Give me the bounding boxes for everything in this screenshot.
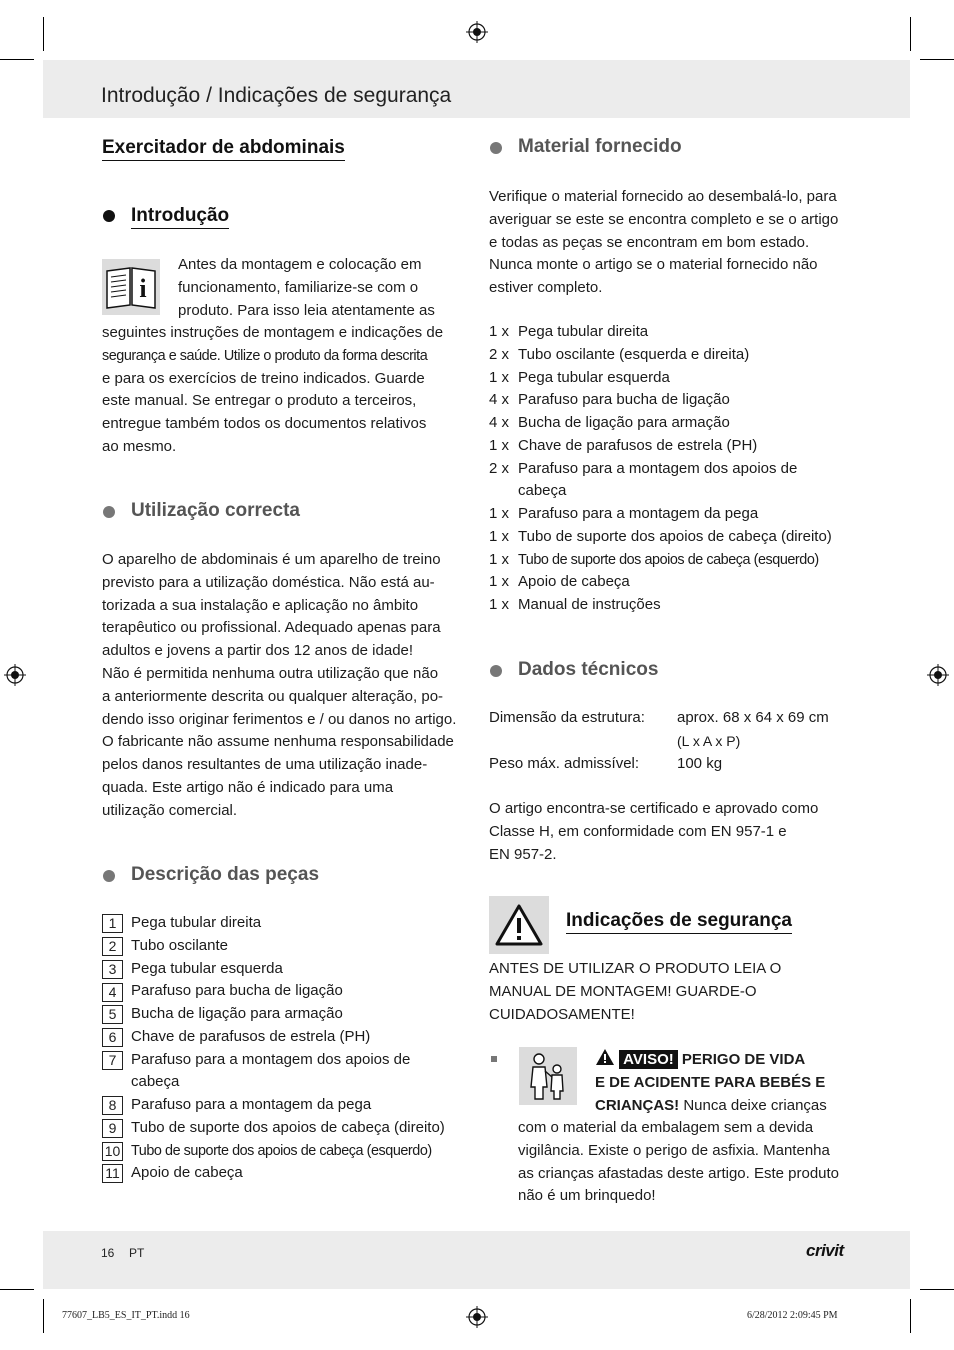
- spec-value: 100 kg: [677, 755, 723, 772]
- item-qty: 4 x: [489, 414, 510, 431]
- intro-line: entregue também todos os documentos relativos: [102, 415, 427, 433]
- caps-line: CUIDADOSAMENTE!: [489, 1005, 635, 1023]
- item-label: Apoio de cabeça: [518, 573, 630, 590]
- small-warning-icon: [595, 1048, 615, 1066]
- part-number: 4: [102, 983, 123, 1002]
- part-number: 8: [102, 1096, 123, 1115]
- footer-band: [43, 1231, 910, 1289]
- registration-mark-icon: [466, 21, 488, 43]
- part-label: Tubo oscilante: [131, 937, 229, 954]
- section-bullet: [103, 506, 115, 518]
- caps-line: MANUAL DE MONTAGEM! GUARDE-O: [489, 982, 757, 1000]
- item-qty: 1 x: [489, 437, 510, 454]
- part-number: 6: [102, 1028, 123, 1047]
- item-qty: 1 x: [489, 323, 510, 340]
- registration-mark-icon: [466, 1306, 488, 1328]
- item-label: Manual de instruções: [518, 596, 661, 613]
- item-label: Parafuso para a montagem da pega: [518, 505, 759, 522]
- warning-line: não é um brinquedo!: [518, 1187, 656, 1205]
- warning-text: Nunca deixe crianças: [683, 1096, 827, 1114]
- item-label: Parafuso para bucha de ligação: [518, 391, 730, 408]
- heading-seguranca: Indicações de segurança: [566, 910, 792, 934]
- item-qty: 1 x: [489, 551, 510, 568]
- spec-label: Peso máx. admissível:: [489, 755, 640, 772]
- item-label: Pega tubular esquerda: [518, 369, 670, 386]
- section-bullet: [490, 665, 502, 677]
- crop-mark: [43, 1299, 44, 1333]
- part-label: Parafuso para a montagem da pega: [131, 1096, 372, 1113]
- part-label: Parafuso para a montagem dos apoios de: [131, 1051, 411, 1068]
- part-label: Apoio de cabeça: [131, 1164, 243, 1181]
- warning-bold: E DE ACIDENTE PARA BEBÉS E: [595, 1073, 826, 1091]
- item-label: Pega tubular direita: [518, 323, 649, 340]
- part-number: 10: [102, 1142, 123, 1161]
- usage-line: O fabricante não assume nenhuma responsabilidade: [102, 733, 454, 751]
- safety-caps-text: [489, 958, 781, 1026]
- info-book-icon: [102, 259, 160, 315]
- usage-line: utilização comercial.: [102, 801, 238, 819]
- item-qty: 4 x: [489, 391, 510, 408]
- heading-utilizacao: Utilização correcta: [131, 500, 300, 521]
- item-label-cont: cabeça: [518, 482, 567, 499]
- cert-line: Classe H, em conformidade com EN 957-1 e: [489, 822, 787, 840]
- part-label: Tubo de suporte dos apoios de cabeça (esquerdo): [131, 1143, 432, 1159]
- section-bullet: [103, 210, 115, 222]
- usage-text: [102, 549, 456, 823]
- registration-mark-icon: [927, 664, 949, 686]
- warning-line: vigilância. Existe o perigo de asfixia. Mantenha: [518, 1141, 830, 1159]
- heading-descricao: Descrição das peças: [131, 864, 320, 885]
- intro-line: ao mesmo.: [102, 437, 177, 455]
- list-bullet: [491, 1056, 497, 1062]
- heading-dados-tecnicos: Dados técnicos: [518, 659, 659, 680]
- supplied-line: Nunca monte o artigo se o material fornecido não: [489, 256, 818, 274]
- warning-text-head: [595, 1048, 827, 1117]
- crop-mark: [920, 59, 954, 60]
- language-code: PT: [129, 1246, 145, 1260]
- spec-value-cont: (L x A x P): [677, 733, 741, 749]
- intro-text-narrow: [178, 254, 435, 322]
- supplied-text: [489, 186, 838, 300]
- brand-logo: crivit: [806, 1241, 844, 1260]
- item-label: Tubo de suporte dos apoios de cabeça (direito): [518, 528, 832, 545]
- caps-line: ANTES DE UTILIZAR O PRODUTO LEIA O: [489, 960, 782, 977]
- slug-file: 77607_LB5_ES_IT_PT.indd 16: [62, 1310, 190, 1321]
- supplied-line: estiver completo.: [489, 279, 603, 297]
- part-number: 5: [102, 1005, 123, 1024]
- item-qty: 2 x: [489, 460, 510, 477]
- usage-line: a anteriormente descrita ou qualquer alteração, po-: [102, 687, 444, 705]
- item-qty: 1 x: [489, 596, 510, 613]
- intro-line: e para os exercícios de treino indicados. Guarde: [102, 369, 425, 387]
- part-label: Parafuso para bucha de ligação: [131, 982, 343, 999]
- item-qty: 1 x: [489, 573, 510, 590]
- part-label: Tubo de suporte dos apoios de cabeça (direito): [131, 1119, 445, 1136]
- part-number: 3: [102, 960, 123, 979]
- svg-text:i: i: [139, 274, 147, 303]
- usage-line: terapêutico ou profissional. Adequado apenas para: [102, 619, 441, 637]
- usage-line: previsto para a utilização doméstica. Não está au-: [102, 573, 435, 591]
- part-label: Bucha de ligação para armação: [131, 1005, 343, 1022]
- supplied-line: e todas as peças se encontram em bom estado.: [489, 233, 810, 251]
- intro-line: Antes da montagem e colocação em: [178, 256, 422, 273]
- spec-label: Dimensão da estrutura:: [489, 709, 645, 726]
- usage-line: quada. Este artigo não é indicado para uma: [102, 778, 394, 796]
- item-qty: 1 x: [489, 528, 510, 545]
- usage-line: torizada a sua instalação e aplicação no âmbito: [102, 596, 419, 614]
- warning-line: com o material da embalagem sem a devida: [518, 1119, 814, 1136]
- section-bullet: [490, 142, 502, 154]
- page-title: Introdução / Indicações de segurança: [101, 84, 452, 107]
- crop-mark: [0, 59, 34, 60]
- supplied-line: averiguar se este se encontra completo e se o artigo: [489, 210, 839, 228]
- aviso-label: AVISO!: [619, 1050, 678, 1069]
- usage-line: dendo isso originar ferimentos e / ou danos no artigo.: [102, 710, 457, 728]
- item-label: Bucha de ligação para armação: [518, 414, 730, 431]
- warning-bold: CRIANÇAS!: [595, 1096, 680, 1114]
- cert-line: EN 957-2.: [489, 845, 557, 863]
- crop-mark: [910, 1299, 911, 1333]
- crop-mark: [920, 1289, 954, 1290]
- part-label-cont: cabeça: [131, 1073, 180, 1090]
- part-label: Pega tubular direita: [131, 914, 262, 931]
- warning-line: as crianças afastadas deste artigo. Este produto: [518, 1164, 840, 1182]
- supplied-line: Verifique o material fornecido ao desembalá-lo, para: [489, 188, 837, 205]
- item-qty: 1 x: [489, 505, 510, 522]
- crop-mark: [43, 17, 44, 51]
- crop-mark: [910, 17, 911, 51]
- item-qty: 2 x: [489, 346, 510, 363]
- intro-line: produto. Para isso leia atentamente as: [178, 301, 435, 319]
- intro-line: funcionamento, familiarize-se com o: [178, 278, 419, 296]
- item-label: Tubo oscilante (esquerda e direita): [518, 346, 750, 363]
- part-number: 1: [102, 914, 123, 933]
- warning-triangle-icon: [489, 896, 549, 954]
- cert-text: [489, 798, 818, 866]
- usage-line: pelos danos resultantes de uma utilização inade-: [102, 756, 428, 774]
- cert-line: O artigo encontra-se certificado e aprovado como: [489, 800, 819, 817]
- intro-line: este manual. Se entregar o produto a terceiros,: [102, 392, 417, 410]
- heading-material: Material fornecido: [518, 136, 682, 157]
- part-label: Chave de parafusos de estrela (PH): [131, 1028, 371, 1045]
- heading-introducao: Introdução: [131, 205, 229, 229]
- slug-date: 6/28/2012 2:09:45 PM: [747, 1310, 838, 1321]
- part-number: 11: [102, 1164, 123, 1183]
- intro-line: segurança e saúde. Utilize o produto da forma descrita: [102, 347, 428, 364]
- section-bullet: [103, 870, 115, 882]
- child-warning-icon: [519, 1047, 577, 1105]
- product-title: Exercitador de abdominais: [102, 137, 345, 161]
- usage-line: Não é permitida nenhuma outra utilização que não: [102, 664, 439, 682]
- warning-bold: PERIGO DE VIDA: [681, 1051, 806, 1068]
- page-number: 16: [101, 1246, 115, 1260]
- spec-value: aprox. 68 x 64 x 69 cm: [677, 709, 829, 726]
- item-label: Parafuso para a montagem dos apoios de: [518, 460, 798, 477]
- usage-line: adultos e jovens a partir dos 12 anos de idade!: [102, 642, 414, 660]
- item-label: Chave de parafusos de estrela (PH): [518, 437, 758, 454]
- part-label: Pega tubular esquerda: [131, 960, 283, 977]
- part-number: 9: [102, 1119, 123, 1138]
- part-number: 2: [102, 937, 123, 956]
- part-number: 7: [102, 1051, 123, 1070]
- registration-mark-icon: [4, 664, 26, 686]
- intro-line: seguintes instruções de montagem e indicações de: [102, 324, 444, 341]
- warning-text-body: [518, 1117, 839, 1208]
- item-qty: 1 x: [489, 369, 510, 386]
- crop-mark: [0, 1289, 34, 1290]
- intro-text: [102, 322, 443, 459]
- usage-line: O aparelho de abdominais é um aparelho de treino: [102, 551, 441, 568]
- item-label: Tubo de suporte dos apoios de cabeça (esquerdo): [518, 552, 819, 568]
